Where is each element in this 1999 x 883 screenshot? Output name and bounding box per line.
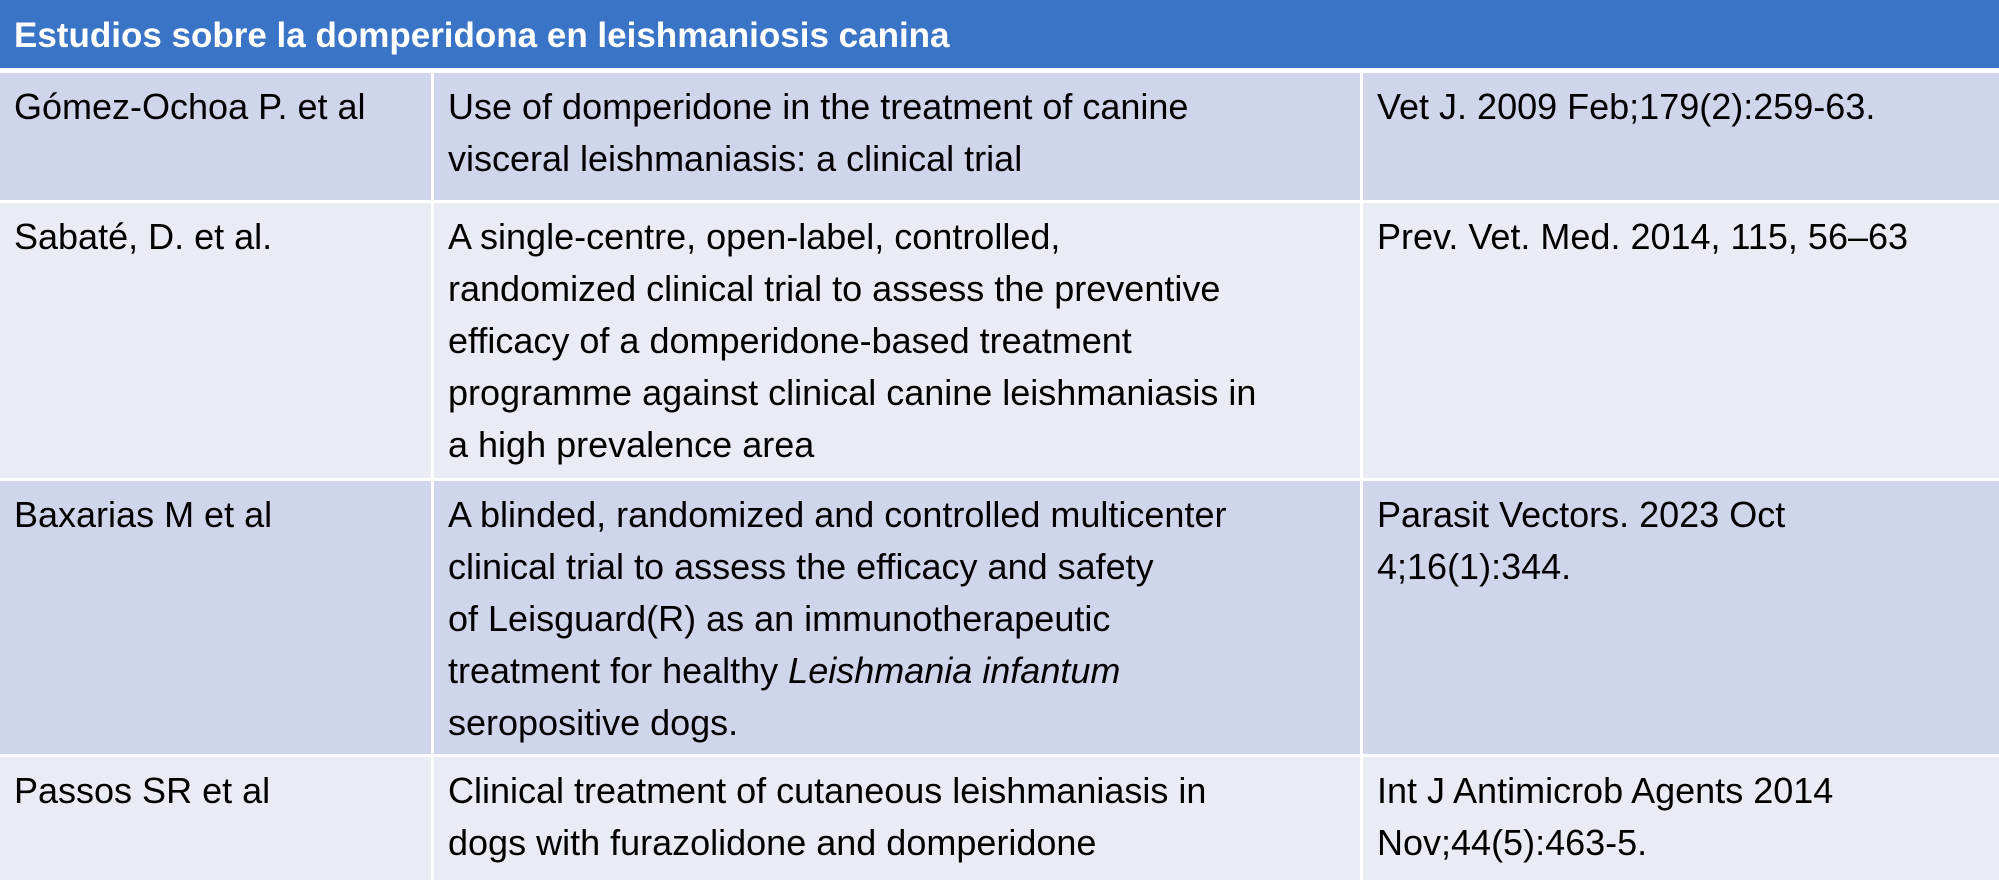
author-cell [0,73,434,203]
author-cell [0,757,434,883]
journal-cell [1363,757,1999,883]
table-row [0,203,1999,481]
journal-line: 4;16(1):344. [1377,546,1572,587]
author-text: Baxarias M et al [14,494,273,535]
study-title-line: a high prevalence area [448,424,815,465]
author-text: Passos SR et al [14,770,271,811]
journal-cell [1363,481,1999,757]
study-title-line: dogs with furazolidone and domperidone [448,822,1097,863]
study-title-line: of Leisguard(R) as an immunotherapeutic [448,598,1111,639]
study-title-cell [434,203,1363,481]
study-title-cell [434,757,1363,883]
study-title-cell [434,481,1363,757]
journal-cell [1363,203,1999,481]
journal-line: Prev. Vet. Med. 2014, 115, 56–63 [1377,216,1909,257]
journal-line: Int J Antimicrob Agents 2014 [1377,770,1834,811]
study-title-line: efficacy of a domperidone-based treatment [448,320,1132,361]
study-title-line: seropositive dogs. [448,702,739,743]
study-title-cell [434,73,1363,203]
study-title-line: randomized clinical trial to assess the preventive [448,268,1221,309]
study-title-line: A single-centre, open-label, controlled, [448,216,1061,257]
journal-line: Nov;44(5):463-5. [1377,822,1648,863]
author-cell [0,481,434,757]
journal-cell [1363,73,1999,203]
table-title: Estudios sobre la domperidona en leishmaniosis canina [0,0,1999,73]
study-title-line: programme against clinical canine leishmaniasis in [448,372,1257,413]
table-header-row [0,0,1999,73]
author-text: Sabaté, D. et al. [14,216,273,257]
study-title-line: clinical trial to assess the efficacy and safety [448,546,1154,587]
study-title-line: A blinded, randomized and controlled multicenter [448,494,1227,535]
table-row [0,73,1999,203]
journal-line: Parasit Vectors. 2023 Oct [1377,494,1786,535]
study-title-line: visceral leishmaniasis: a clinical trial [448,138,1023,179]
table-row [0,757,1999,883]
author-text: Gómez-Ochoa P. et al [14,86,366,127]
author-cell [0,203,434,481]
study-title-line [448,645,1346,697]
study-title-text: treatment for healthy [448,650,789,691]
species-name-italic: Leishmania infantum [788,650,1121,691]
study-title-line: Use of domperidone in the treatment of canine [448,86,1189,127]
table-row [0,481,1999,757]
journal-line: Vet J. 2009 Feb;179(2):259-63. [1377,86,1876,127]
study-title-line: Clinical treatment of cutaneous leishmaniasis in [448,770,1207,811]
